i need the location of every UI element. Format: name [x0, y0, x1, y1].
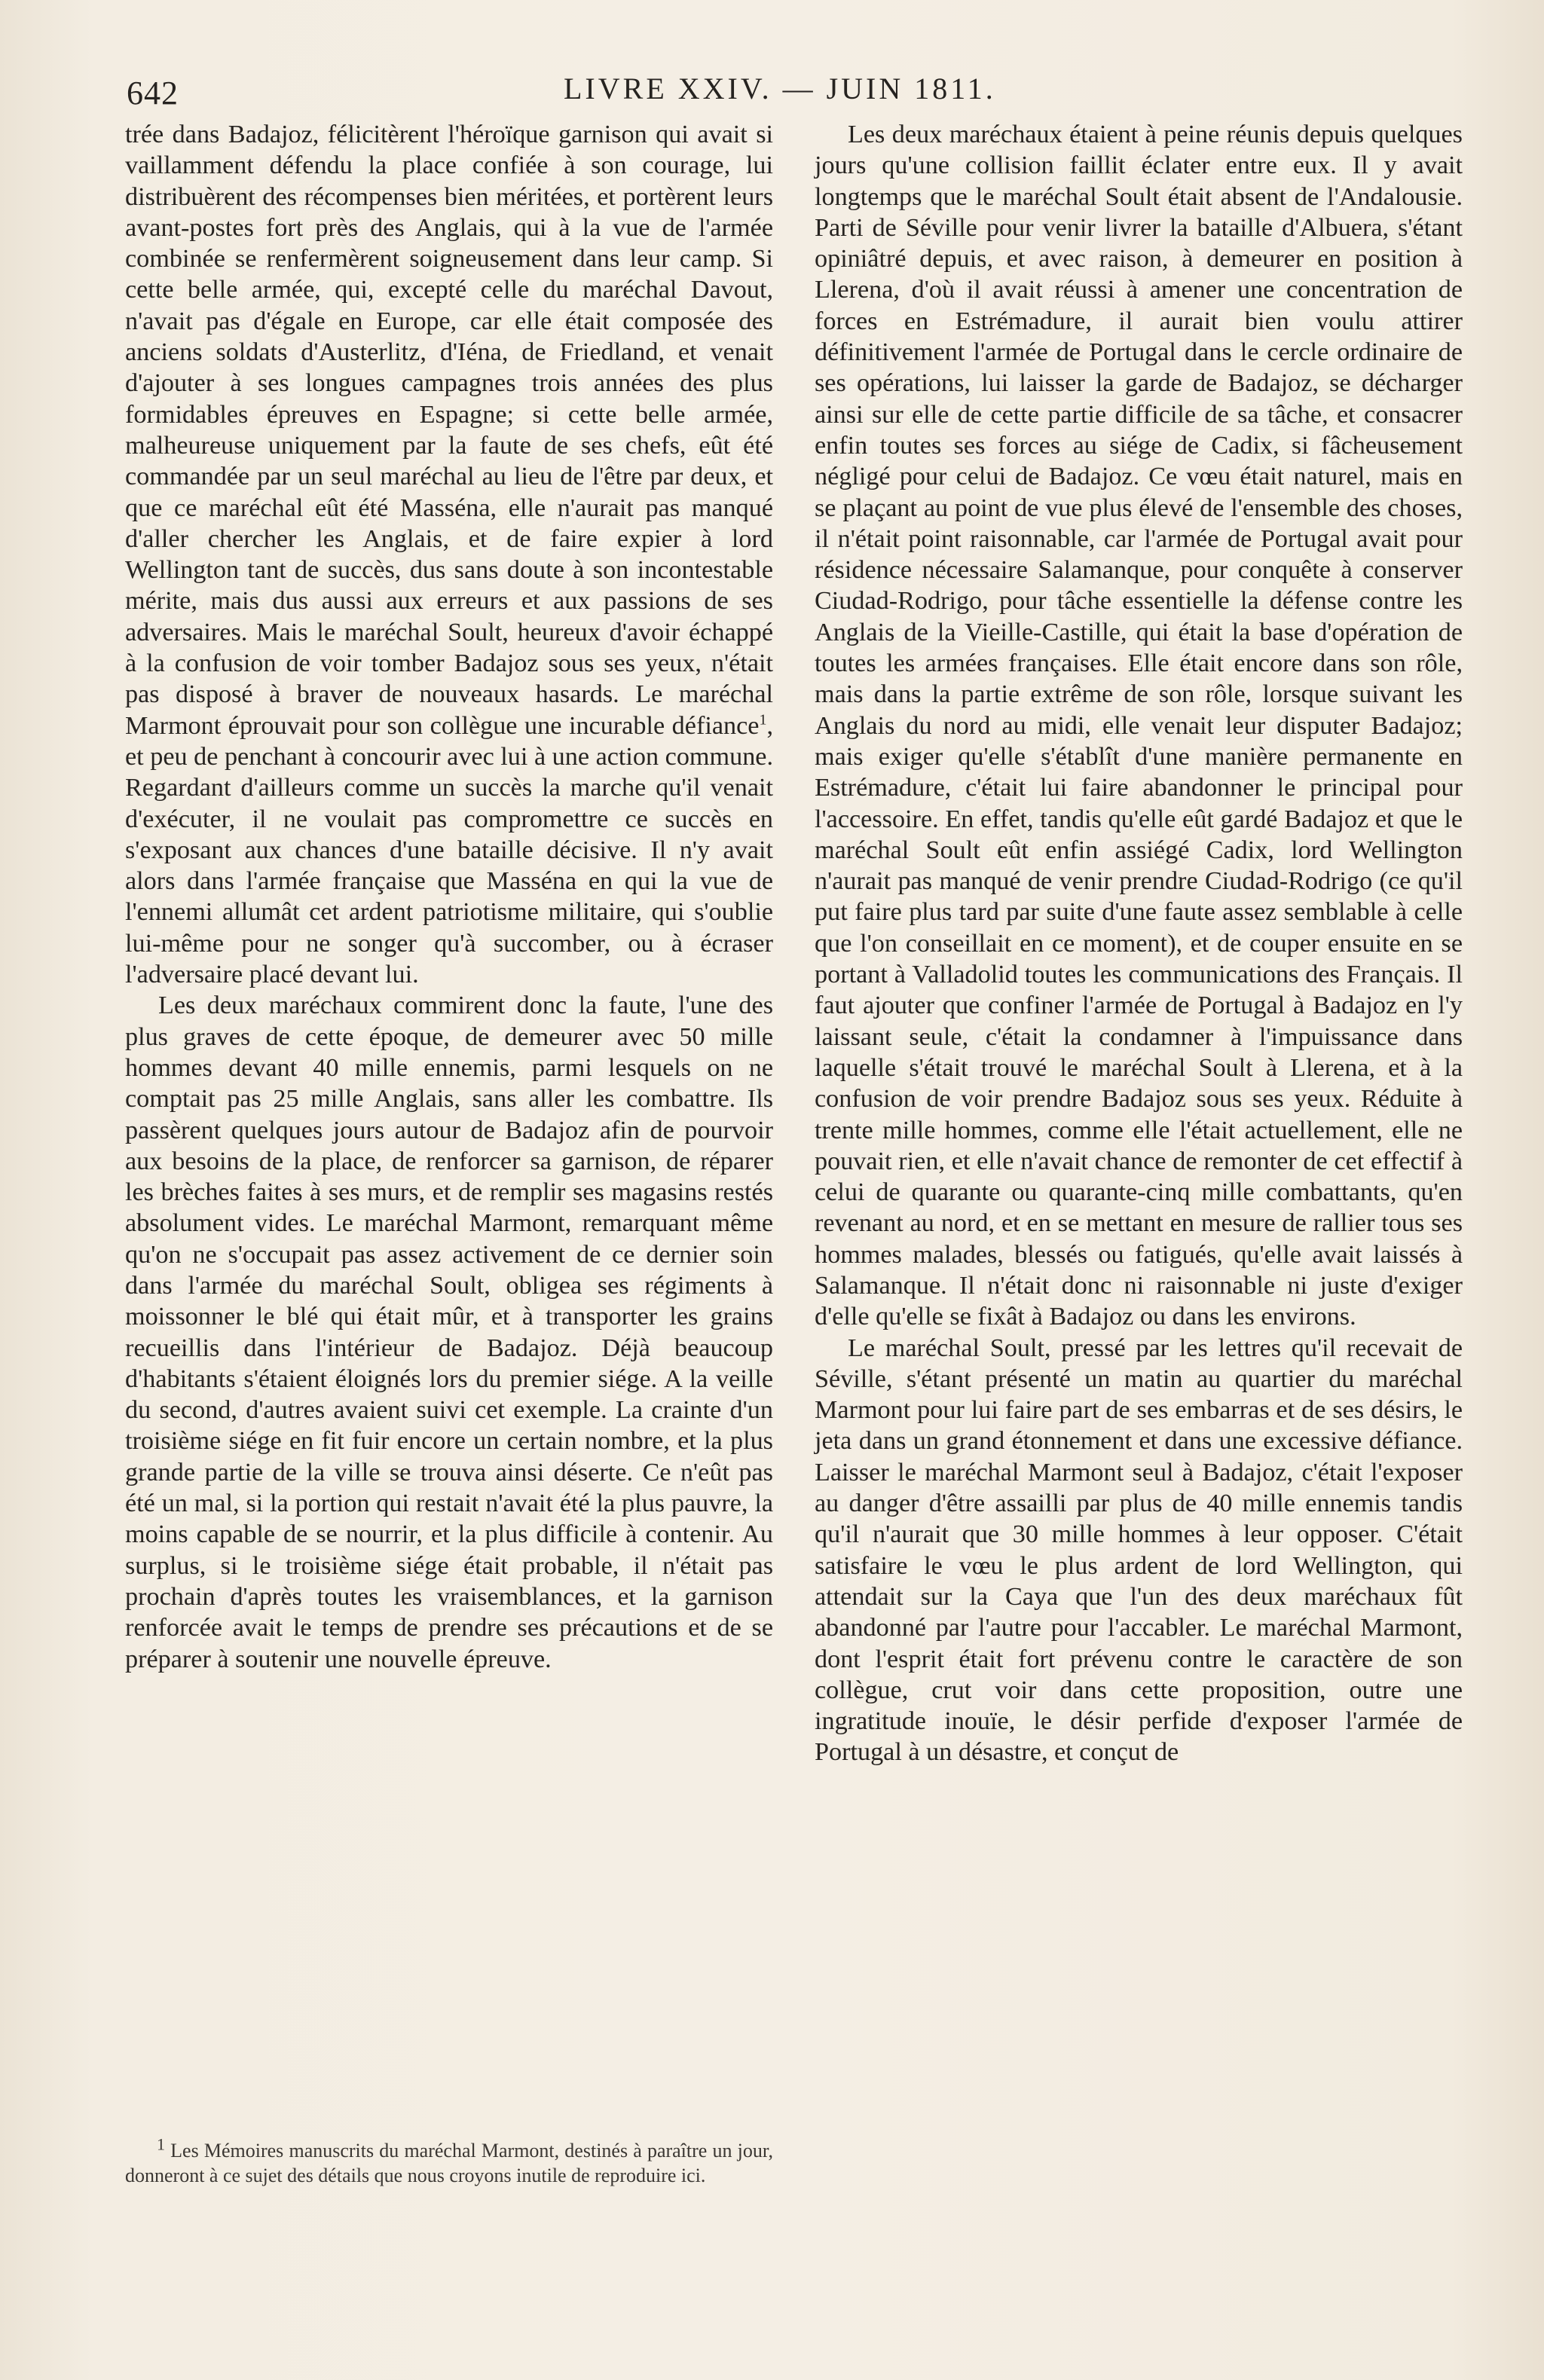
paragraph-text: trée dans Badajoz, félicitèrent l'héroïque garnison qui avait si vaillamment défendu la place confiée à son courage, lui distribuèrent des récompenses bien méritées, et portèrent leurs avant-postes fort près des Anglais, qui à la vue de l'armée combinée se renfermèrent soigneusement dans leur camp. Si cette belle armée, qui, excepté celle du maréchal Davout, n'avait pas d'égale en Europe, car elle était composée des anciens soldats d'Austerlitz, d'Iéna, de Friedland, et venait d'ajouter à ses longues campagnes trois années des plus formidables épreuves en Espagne; si cette belle armée, malheureuse uniquement par la faute de ses chefs, eût été commandée par un seul maréchal au lieu de l'être par deux, et que ce maréchal eût été Masséna, elle n'aurait pas manqué d'aller chercher les Anglais, et de faire expier à lord Wellington tant de succès, dus sans doute à son incontestable mérite, mais dus aussi aux erreurs et aux passions de ses adversaires. Mais le maréchal Soult, heureux d'avoir échappé à la confusion de voir tomber Badajoz sous ses yeux, n'était pas disposé à braver de nouveaux hasards. Le maréchal Marmont éprouvait pour son collègue une incurable défiance: [125, 121, 773, 740]
left-column: [125, 119, 773, 1675]
paragraph: Les deux maréchaux étaient à peine réunis depuis quelques jours qu'une collision faillit éclater entre eux. Il y avait longtemps que le maréchal Soult était absent de l'Andalousie. Parti de Séville pour venir livrer la bataille d'Albuera, s'étant opiniâtré depuis, et avec raison, à demeurer en position à Llerena, d'où il avait réussi à amener une concentration de forces en Estrémadure, il aurait bien voulu attirer définitivement l'armée de Portugal dans le cercle ordinaire de ses opérations, lui laisser la garde de Badajoz, se décharger ainsi sur elle de cette partie difficile de sa tâche, et consacrer enfin toutes ses forces au siége de Cadix, si fâcheusement négligé pour celui de Badajoz. Ce vœu était naturel, mais en se plaçant au point de vue plus élevé de l'ensemble des choses, il n'était point raisonnable, car l'armée de Portugal avait pour résidence nécessaire Salamanque, pour conquête à conserver Ciudad-Rodrigo, pour tâche essentielle la défense contre les Anglais de la Vieille-Castille, qui était la base d'opération de toutes les armées françaises. Elle était encore dans son rôle, mais dans la partie extrême de son rôle, lorsque suivant les Anglais du nord au midi, elle venait leur disputer Badajoz; mais exiger qu'elle s'établît d'une manière permanente en Estrémadure, c'était lui faire abandonner le principal pour l'accessoire. En effet, tandis qu'elle eût gardé Badajoz et que le maréchal Soult eût enfin assiégé Cadix, lord Wellington n'aurait pas manqué de venir prendre Ciudad-Rodrigo (ce qu'il put faire plus tard par suite d'une faute assez semblable à celle que l'on conseillait en ce moment), et de couper ensuite en se portant à Valladolid toutes les communications des Français. Il faut ajouter que confiner l'armée de Portugal à Badajoz en l'y laissant seule, c'était la condamner à l'impuissance dans laquelle s'était trouvé le maréchal Soult à Llerena, et à la confusion de voir prendre Badajoz sous ses yeux. Réduite à trente mille hommes, comme elle l'était actuellement, elle ne pouvait rien, et elle n'avait chance de remonter de cet effectif à celui de quarante ou quarante-cinq mille combattants, qu'en revenant au nord, et en se mettant en mesure de rallier tous ses hommes malades, blessés ou fatigués, qu'elle avait laissés à Salamanque. Il n'était donc ni raisonnable ni juste d'exiger d'elle qu'elle se fixât à Badajoz ou dans les environs.: [815, 121, 1463, 1331]
paragraph: Les deux maréchaux commirent donc la faute, l'une des plus graves de cette époque, de demeurer avec 50 mille hommes devant 40 mille ennemis, parmi lesquels on ne comptait pas 25 mille Anglais, sans aller les combattre. Ils passèrent quelques jours autour de Badajoz afin de pourvoir aux besoins de la place, de renforcer sa garnison, de réparer les brèches faites à ses murs, et de remplir ses magasins restés absolument vides. Le maréchal Marmont, remarquant même qu'on ne s'occupait pas assez activement de ce dernier soin dans l'armée du maréchal Soult, obligea ses régiments à moissonner le blé qui était mûr, et à transporter les grains recueillis dans l'intérieur de Badajoz. Déjà beaucoup d'habitants s'étaient éloignés lors du premier siége. A la veille du second, d'autres avaient suivi cet exemple. La crainte d'un troisième siége en fit fuir encore un certain nombre, et la plus grande partie de la ville se trouva ainsi déserte. Ce n'eût pas été un mal, si la portion qui restait n'avait été la plus pauvre, la moins capable de se nourrir, et la plus difficile à contenir. Au surplus, si le troisième siége était probable, il n'était pas prochain d'après toutes les vraisemblances, et la garnison renforcée avait le temps de prendre ses précautions et de se préparer à soutenir une nouvelle épreuve.: [125, 991, 773, 1673]
right-column: [815, 119, 1463, 1768]
page-number: 642: [127, 75, 179, 112]
footnote: [125, 2134, 773, 2188]
footnote-text: Les Mémoires manuscrits du maréchal Marmont, destinés à paraître un jour, donneront à ce sujet des détails que nous croyons inutile de reproduire ici.: [125, 2140, 773, 2186]
paragraph: Le maréchal Soult, pressé par les lettres qu'il recevait de Séville, s'étant présenté un matin au quartier du maréchal Marmont pour lui faire part de ses embarras et de ses désirs, le jeta dans un grand étonnement et dans une excessive défiance. Laisser le maréchal Marmont seul à Badajoz, c'était l'exposer au danger d'être assailli par plus de 40 mille ennemis tandis qu'il n'aurait que 30 mille hommes à leur opposer. C'était satisfaire le vœu le plus ardent de lord Wellington, qui attendait sur la Caya que l'un des deux maréchaux fût abandonné par l'autre pour l'accabler. Le maréchal Marmont, dont l'esprit était fort prévenu contre le caractère de son collègue, crut voir dans cette proposition, outre une ingratitude inouïe, le désir perfide d'exposer l'armée de Portugal à un désastre, et conçut de: [815, 1334, 1463, 1767]
paragraph-text-continued: , et peu de penchant à concourir avec lui à une action commune. Regardant d'ailleurs comme un succès la marche qu'il venait d'exécuter, il ne voulait pas compromettre ce succès en s'exposant aux chances d'une bataille décisive. Il n'y avait alors dans l'armée française que Masséna en qui la vue de l'ennemi allumât cet ardent patriotisme militaire, qui s'oublie lui-même pour ne songer qu'à succomber, ou à écraser l'adversaire placé devant lui.: [125, 711, 774, 989]
running-head: LIVRE XXIV. — JUIN 1811.: [564, 72, 996, 105]
paragraph: [125, 119, 773, 990]
page-header: [0, 69, 1544, 115]
footnote-mark: 1: [157, 2134, 165, 2154]
footnote-reference: 1: [759, 711, 767, 729]
